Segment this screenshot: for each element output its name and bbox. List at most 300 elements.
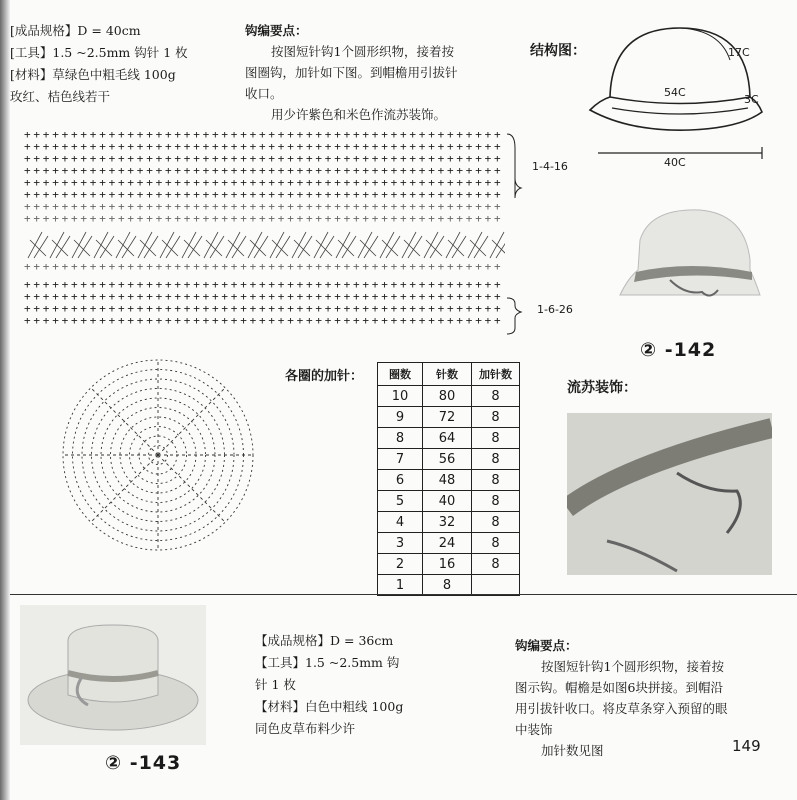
stitch-symbol: + (33, 176, 41, 189)
stitch-symbol: + (259, 176, 266, 189)
stitch-symbol: + (71, 140, 78, 153)
stitch-symbol: + (212, 176, 219, 189)
stitch-symbol: + (277, 302, 285, 315)
stitch-symbol: + (371, 140, 379, 153)
stitch-symbol: + (456, 290, 464, 303)
stitch-symbol: + (475, 164, 482, 177)
method-title: 钩编要点： (515, 638, 578, 653)
stitch-symbol: + (89, 176, 97, 189)
cross-stitch-symbol (490, 232, 505, 258)
stitch-symbol: + (381, 140, 388, 153)
stitch-symbol: + (306, 152, 313, 165)
stitch-symbol: + (212, 290, 219, 303)
stitch-symbol: + (437, 188, 445, 201)
stitch-symbol: + (193, 176, 200, 189)
stitch-symbol: + (371, 164, 379, 177)
stitch-symbol: + (221, 200, 229, 213)
stitch-symbol: + (324, 188, 332, 201)
stitch-symbol: + (494, 152, 501, 165)
stitch-symbol: + (334, 128, 341, 141)
stitch-symbol: + (118, 212, 125, 225)
stitch-symbol: + (174, 212, 182, 225)
stitch-symbol: + (61, 290, 69, 303)
spec-material: [材料】草绿色中粗毛线 100g (10, 67, 176, 82)
stitch-symbol: + (494, 314, 501, 327)
stitch-symbol: + (42, 152, 50, 165)
stitch-symbol: + (249, 290, 257, 303)
stitch-symbol: + (240, 290, 247, 303)
stitch-symbol: + (409, 212, 417, 225)
stitch-symbol: + (259, 290, 266, 303)
stitch-symbol: + (52, 140, 59, 153)
stitch-symbol: + (390, 128, 398, 141)
stitch-symbol: + (437, 302, 445, 315)
stitch-symbol: + (371, 260, 379, 273)
round-cell: 7 (378, 449, 423, 470)
stitch-symbol: + (371, 302, 379, 315)
stitch-symbol: + (212, 302, 219, 315)
stitch-symbol: + (52, 302, 59, 315)
pattern-id-143: ② -143 (105, 752, 182, 774)
increase-table (377, 362, 520, 596)
stitch-symbol: + (296, 212, 304, 225)
stitch-symbol: + (437, 290, 445, 303)
stitch-symbol: + (315, 128, 323, 141)
hat-photo-143 (20, 605, 206, 745)
stitch-symbol: + (343, 200, 351, 213)
stitch-symbol: + (296, 260, 304, 273)
stitch-symbol: + (61, 314, 69, 327)
stitch-symbol: + (456, 176, 464, 189)
stitch-symbol: + (80, 128, 88, 141)
stitch-symbol: + (484, 176, 492, 189)
stitch-symbol: + (343, 212, 351, 225)
stitch-symbol: + (484, 164, 492, 177)
table-row (378, 554, 520, 575)
stitch-symbol: + (447, 128, 454, 141)
stitch-symbol: + (240, 278, 247, 291)
stitch-symbol: + (259, 164, 266, 177)
stitch-symbol: + (456, 302, 464, 315)
stitch-symbol: + (61, 200, 69, 213)
stitch-symbol: + (437, 152, 445, 165)
stitch-symbol: + (89, 140, 97, 153)
stitch-symbol: + (390, 164, 398, 177)
stitch-symbol: + (447, 200, 454, 213)
stitch-symbol: + (221, 152, 229, 165)
stitch-symbol: + (268, 290, 276, 303)
stitch-symbol: + (475, 302, 482, 315)
round-cell: 1 (378, 575, 423, 596)
increase-cell: 8 (472, 512, 520, 533)
stitch-symbol: + (183, 314, 191, 327)
stitch-symbol: + (33, 188, 41, 201)
stitch-symbol: + (240, 176, 247, 189)
stitch-symbol: + (287, 176, 294, 189)
stitch-symbol: + (127, 302, 135, 315)
stitch-symbol: + (212, 188, 219, 201)
stitch-symbol: + (371, 290, 379, 303)
stitch-symbol: + (484, 212, 492, 225)
stitch-symbol: + (259, 278, 266, 291)
stitch-symbol: + (202, 290, 210, 303)
stitch-symbol: + (118, 200, 125, 213)
stitch-symbol: + (456, 152, 464, 165)
stitch-symbol: + (494, 260, 501, 273)
stitch-symbol: + (249, 302, 257, 315)
stitch-symbol: + (428, 188, 435, 201)
stitch-symbol: + (155, 164, 163, 177)
stitch-symbol: + (418, 188, 426, 201)
method-line: 用引拔针收口。将皮草条穿入预留的眼 (515, 701, 728, 716)
stitch-symbol: + (202, 188, 210, 201)
stitch-symbol: + (174, 176, 182, 189)
stitch-symbol: + (52, 260, 59, 273)
stitch-symbol: + (174, 302, 182, 315)
stitch-symbol: + (61, 140, 69, 153)
stitch-symbol: + (324, 212, 332, 225)
stitch-symbol: + (268, 260, 276, 273)
stitch-symbol: + (371, 152, 379, 165)
stitch-symbol: + (353, 302, 360, 315)
stitch-symbol: + (277, 290, 285, 303)
stitch-symbol: + (80, 290, 88, 303)
stitch-symbol: + (494, 212, 501, 225)
stitch-symbol: + (61, 260, 69, 273)
stitch-symbol: + (202, 128, 210, 141)
stitch-symbol: + (306, 302, 313, 315)
stitch-symbol: + (409, 140, 417, 153)
stitch-symbol: + (390, 290, 398, 303)
stitch-symbol: + (277, 152, 285, 165)
stitch-symbol: + (362, 128, 370, 141)
stitch-symbol: + (484, 290, 492, 303)
round-cell: 5 (378, 491, 423, 512)
stitch-symbol: + (409, 278, 417, 291)
stitch-symbol: + (381, 200, 388, 213)
stitch-symbol: + (42, 212, 50, 225)
stitch-symbol: + (230, 140, 238, 153)
tassel-title: 流苏装饰： (567, 380, 637, 396)
stitch-symbol: + (362, 164, 370, 177)
stitch-symbol: + (183, 140, 191, 153)
stitch-symbol: + (193, 128, 200, 141)
stitch-symbol: + (155, 314, 163, 327)
stitch-symbol: + (409, 260, 417, 273)
stitch-symbol: + (465, 278, 473, 291)
row-label-upper: 1-4-16 (532, 160, 568, 173)
stitch-symbol: + (484, 140, 492, 153)
stitch-symbol: + (465, 260, 473, 273)
stitch-symbol: + (127, 176, 135, 189)
stitch-symbol: + (240, 302, 247, 315)
stitch-symbol: + (174, 140, 182, 153)
stitch-symbol: + (99, 314, 106, 327)
cross-stitch-symbol (358, 232, 378, 258)
stitch-symbol: + (240, 260, 247, 273)
stitch-symbol: + (418, 212, 426, 225)
method-title: 钩编要点： (245, 23, 308, 38)
stitch-symbol: + (287, 128, 294, 141)
stitch-symbol: + (24, 314, 31, 327)
stitch-symbol: + (165, 188, 172, 201)
stitch-symbol: + (80, 278, 88, 291)
stitch-symbol: + (465, 314, 473, 327)
stitch-symbol: + (428, 260, 435, 273)
stitch-symbol: + (42, 278, 50, 291)
stitch-symbol: + (324, 152, 332, 165)
stitch-cell: 48 (423, 470, 472, 491)
stitch-symbol: + (418, 200, 426, 213)
stitch-symbol: + (24, 128, 31, 141)
stitch-symbol: + (277, 140, 285, 153)
cross-stitch-symbol (138, 232, 158, 258)
stitch-symbol: + (400, 152, 407, 165)
stitch-symbol: + (240, 188, 247, 201)
stitch-symbol: + (202, 260, 210, 273)
crown-increase-chart (58, 340, 258, 570)
stitch-symbol: + (118, 314, 125, 327)
stitch-symbol: + (268, 314, 276, 327)
cross-stitch-symbol (468, 232, 488, 258)
stitch-symbol: + (165, 290, 172, 303)
stitch-symbol: + (428, 212, 435, 225)
stitch-symbol: + (212, 152, 219, 165)
stitch-symbol: + (221, 212, 229, 225)
stitch-symbol: + (362, 140, 370, 153)
stitch-symbol: + (418, 314, 426, 327)
stitch-symbol: + (494, 176, 501, 189)
stitch-symbol: + (71, 128, 78, 141)
stitch-symbol: + (52, 212, 59, 225)
stitch-symbol: + (127, 164, 135, 177)
stitch-symbol: + (127, 314, 135, 327)
stitch-symbol: + (71, 278, 78, 291)
stitch-rows-diagram (20, 128, 505, 343)
stitch-symbol: + (202, 212, 210, 225)
stitch-symbol: + (155, 200, 163, 213)
stitch-symbol: + (334, 314, 341, 327)
stitch-symbol: + (465, 140, 473, 153)
stitch-symbol: + (306, 260, 313, 273)
stitch-symbol: + (221, 176, 229, 189)
stitch-symbol: + (24, 164, 31, 177)
stitch-symbol: + (136, 314, 144, 327)
stitch-symbol: + (465, 212, 473, 225)
stitch-symbol: + (343, 260, 351, 273)
stitch-symbol: + (268, 278, 276, 291)
stitch-symbol: + (127, 278, 135, 291)
stitch-symbol: + (409, 200, 417, 213)
stitch-symbol: + (381, 152, 388, 165)
stitch-symbol: + (71, 212, 78, 225)
stitch-cell: 40 (423, 491, 472, 512)
stitch-symbol: + (99, 290, 106, 303)
stitch-symbol: + (221, 188, 229, 201)
spec-block-143 (255, 630, 403, 740)
stitch-symbol: + (42, 188, 50, 201)
stitch-symbol: + (80, 212, 88, 225)
stitch-cell: 16 (423, 554, 472, 575)
stitch-symbol: + (42, 290, 50, 303)
stitch-symbol: + (428, 164, 435, 177)
stitch-symbol: + (24, 260, 31, 273)
stitch-symbol: + (353, 200, 360, 213)
spec-tools: 【工具】1.5 ~2.5mm 钩 (255, 655, 400, 670)
stitch-symbol: + (277, 212, 285, 225)
stitch-symbol: + (108, 290, 116, 303)
stitch-symbol: + (296, 164, 304, 177)
stitch-symbol: + (71, 302, 78, 315)
stitch-symbol: + (400, 212, 407, 225)
stitch-symbol: + (400, 290, 407, 303)
stitch-symbol: + (475, 140, 482, 153)
stitch-symbol: + (174, 152, 182, 165)
stitch-symbol: + (230, 152, 238, 165)
stitch-symbol: + (465, 164, 473, 177)
stitch-symbol: + (202, 176, 210, 189)
stitch-symbol: + (52, 152, 59, 165)
stitch-symbol: + (221, 260, 229, 273)
stitch-symbol: + (52, 314, 59, 327)
stitch-symbol: + (400, 260, 407, 273)
stitch-symbol: + (230, 176, 238, 189)
stitch-symbol: + (61, 278, 69, 291)
stitch-symbol: + (146, 212, 153, 225)
stitch-symbol: + (268, 302, 276, 315)
stitch-symbol: + (494, 290, 501, 303)
stitch-symbol: + (174, 314, 182, 327)
stitch-symbol: + (456, 188, 464, 201)
stitch-symbol: + (249, 152, 257, 165)
stitch-symbol: + (428, 128, 435, 141)
stitch-symbol: + (277, 164, 285, 177)
stitch-symbol: + (324, 314, 332, 327)
stitch-symbol: + (390, 212, 398, 225)
stitch-symbol: + (494, 140, 501, 153)
stitch-symbol: + (108, 200, 116, 213)
stitch-symbol: + (409, 314, 417, 327)
stitch-symbol: + (353, 152, 360, 165)
table-row (378, 491, 520, 512)
spec-material-extra: 玫红、桔色线若干 (10, 89, 111, 104)
stitch-symbol: + (118, 290, 125, 303)
stitch-symbol: + (324, 260, 332, 273)
method-line: 按图短针钩1个圆形织物，接着按 (271, 44, 454, 59)
stitch-symbol: + (202, 140, 210, 153)
stitch-symbol: + (400, 302, 407, 315)
stitch-symbol: + (24, 140, 31, 153)
stitch-symbol: + (306, 128, 313, 141)
stitch-symbol: + (428, 302, 435, 315)
stitch-symbol: + (221, 290, 229, 303)
stitch-symbol: + (108, 128, 116, 141)
method-line: 中装饰 (515, 722, 553, 737)
cross-stitch-symbol (402, 232, 422, 258)
stitch-symbol: + (390, 314, 398, 327)
stitch-symbol: + (52, 176, 59, 189)
col-increase: 加针数 (472, 363, 520, 386)
stitch-symbol: + (418, 176, 426, 189)
stitch-cell: 64 (423, 428, 472, 449)
stitch-symbol: + (418, 152, 426, 165)
stitch-symbol: + (315, 302, 323, 315)
stitch-symbol: + (353, 260, 360, 273)
stitch-symbol: + (343, 302, 351, 315)
stitch-symbol: + (240, 200, 247, 213)
stitch-symbol: + (33, 278, 41, 291)
stitch-symbol: + (381, 260, 388, 273)
stitch-symbol: + (89, 314, 97, 327)
stitch-symbol: + (343, 140, 351, 153)
table-row (378, 386, 520, 407)
stitch-symbol: + (146, 200, 153, 213)
stitch-symbol: + (183, 176, 191, 189)
stitch-symbol: + (61, 212, 69, 225)
cross-stitch-symbol (424, 232, 444, 258)
increase-title: 各圈的加针： (285, 369, 364, 384)
stitch-symbol: + (437, 164, 445, 177)
method-block-142 (245, 20, 500, 125)
stitch-symbol: + (268, 128, 276, 141)
stitch-symbol: + (494, 164, 501, 177)
stitch-symbol: + (334, 260, 341, 273)
stitch-symbol: + (456, 278, 464, 291)
stitch-symbol: + (42, 176, 50, 189)
stitch-symbol: + (249, 278, 257, 291)
stitch-symbol: + (230, 128, 238, 141)
stitch-symbol: + (136, 188, 144, 201)
stitch-symbol: + (371, 200, 379, 213)
stitch-symbol: + (99, 302, 106, 315)
stitch-symbol: + (268, 176, 276, 189)
stitch-symbol: + (42, 314, 50, 327)
stitch-symbol: + (287, 200, 294, 213)
stitch-symbol: + (202, 302, 210, 315)
stitch-symbol: + (89, 164, 97, 177)
stitch-symbol: + (80, 176, 88, 189)
round-cell: 3 (378, 533, 423, 554)
stitch-symbol: + (33, 140, 41, 153)
stitch-symbol: + (127, 212, 135, 225)
stitch-symbol: + (33, 302, 41, 315)
stitch-symbol: + (108, 164, 116, 177)
stitch-symbol: + (193, 278, 200, 291)
stitch-symbol: + (193, 164, 200, 177)
stitch-symbol: + (287, 314, 294, 327)
stitch-symbol: + (334, 188, 341, 201)
stitch-symbol: + (437, 176, 445, 189)
stitch-symbol: + (371, 278, 379, 291)
stitch-symbol: + (343, 176, 351, 189)
stitch-symbol: + (24, 200, 31, 213)
stitch-symbol: + (437, 260, 445, 273)
stitch-symbol: + (287, 188, 294, 201)
stitch-symbol: + (334, 290, 341, 303)
stitch-symbol: + (296, 302, 304, 315)
stitch-symbol: + (24, 278, 31, 291)
stitch-symbol: + (324, 164, 332, 177)
stitch-symbol: + (136, 200, 144, 213)
stitch-symbol: + (80, 140, 88, 153)
stitch-symbol: + (437, 278, 445, 291)
stitch-symbol: + (418, 290, 426, 303)
method-line: 图圈钩，加针如下图。到帽檐用引拔针 (245, 65, 458, 80)
stitch-symbol: + (306, 290, 313, 303)
stitch-symbol: + (146, 176, 153, 189)
stitch-symbol: + (315, 200, 323, 213)
stitch-symbol: + (268, 164, 276, 177)
